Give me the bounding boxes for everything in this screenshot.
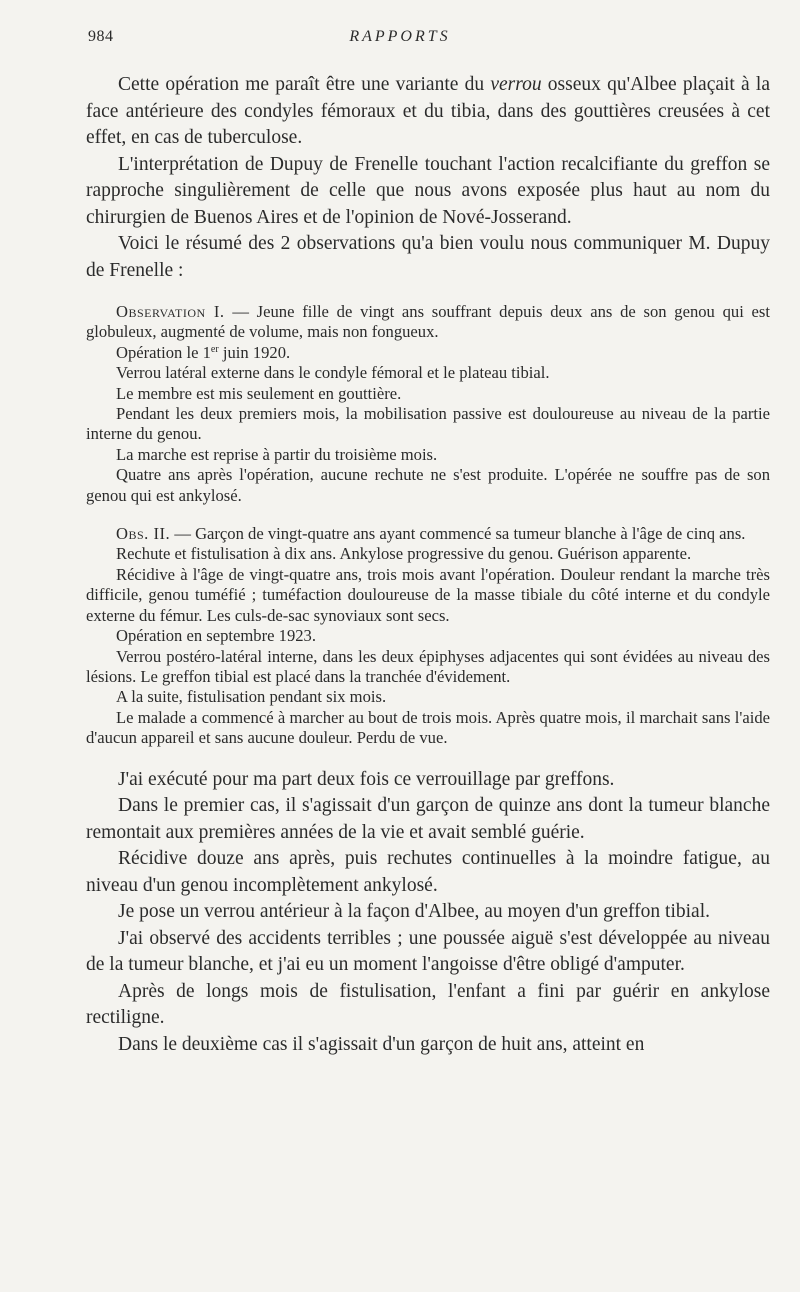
observation-2-line: Verrou postéro-latéral interne, dans les deux épiphyses adjacentes qui sont évidées au niveau des lésions. Le greffon tibial est placé dans la tranchée d'évidement.	[86, 646, 770, 686]
observation-2-label: Obs. II.	[116, 524, 171, 544]
observation-2-line: Récidive à l'âge de vingt-quatre ans, trois mois avant l'opération. Douleur rendant la marche très difficile, genou tuméfié ; tuméfaction douloureuse de la masse tibiale du côté interne et du condyle externe du fémur. Les culs-de-sac synoviaux sont secs.	[86, 564, 770, 625]
paragraph-closing: J'ai exécuté pour ma part deux fois ce verrouillage par greffons.	[118, 768, 615, 790]
running-head: RAPPORTS	[349, 28, 451, 45]
observation-1-lead: Observation I. — Jeune fille de vingt ans souffrant depuis deux ans de son genou qui est globuleux, augmenté de volume, mais non fongueux.	[86, 302, 770, 342]
page-body	[86, 72, 770, 1058]
page-header	[0, 28, 800, 52]
paragraph-intro-2: L'interprétation de Dupuy de Frenelle touchant l'action recalcifiante du greffon se rapproche singulièrement de celle que nous avons exposée plus haut au nom du chirurgien de Buenos Aires et de l'opinion de Nové-Josserand.	[86, 153, 770, 228]
emphasis-verrou: verrou	[490, 74, 542, 95]
paragraph-intro-3: Voici le résumé des 2 observations qu'a bien voulu nous communiquer M. Dupuy de Frenelle :	[86, 233, 770, 281]
observation-1	[86, 302, 770, 506]
paragraph-closing: Dans le premier cas, il s'agissait d'un garçon de quinze ans dont la tumeur blanche remontait aux premières années de la vie et avait semblé guérie.	[86, 795, 770, 843]
observation-1-line: Verrou latéral externe dans le condyle fémoral et le plateau tibial.	[116, 363, 550, 383]
observation-1-line: Le membre est mis seulement en gouttière.	[116, 383, 402, 403]
observation-1-line: Pendant les deux premiers mois, la mobilisation passive est douloureuse au niveau de la partie interne du genou.	[86, 404, 770, 444]
page-number: 984	[88, 28, 114, 45]
observation-2	[86, 524, 770, 748]
observation-1-date: Opération le 1er juin 1920.	[116, 342, 291, 362]
paragraph-closing: J'ai observé des accidents terribles ; une poussée aiguë s'est développée au niveau de la tumeur blanche, et j'ai eu un moment l'angoisse d'être obligé d'amputer.	[86, 927, 770, 976]
paragraph-closing: Je pose un verrou antérieur à la façon d'Albee, au moyen d'un greffon tibial.	[118, 901, 710, 923]
paragraph-closing: Dans le deuxième cas il s'agissait d'un garçon de huit ans, atteint en	[118, 1033, 645, 1055]
paragraph-closing: Après de longs mois de fistulisation, l'enfant a fini par guérir en ankylose rectiligne.	[86, 980, 770, 1029]
observation-2-line: Rechute et fistulisation à dix ans. Ankylose progressive du genou. Guérison apparente.	[116, 544, 692, 564]
paragraph-intro-1: Cette opération me paraît être une variante du verrou osseux qu'Albee plaçait à la face antérieure des condyles fémoraux et du tibia, dans des gouttières creusées à cet effet, en cas de tuberculose.	[86, 74, 770, 148]
observation-2-line: Le malade a commencé à marcher au bout de trois mois. Après quatre mois, il marchait sans l'aide d'aucun appareil et sans aucune douleur. Perdu de vue.	[86, 707, 770, 748]
observation-1-label: Observation I.	[116, 302, 225, 321]
paragraph-closing: Récidive douze ans après, puis rechutes continuelles à la moindre fatigue, au niveau d'un genou incomplètement ankylosé.	[86, 848, 770, 896]
observation-1-line: Quatre ans après l'opération, aucune rechute ne s'est produite. L'opérée ne souffre pas de son genou qui est ankylosé.	[86, 465, 770, 505]
observation-2-line: Opération en septembre 1923.	[116, 626, 316, 646]
observation-2-lead: Obs. II. — Garçon de vingt-quatre ans ayant commencé sa tumeur blanche à l'âge de cinq ans.	[116, 524, 746, 544]
observation-1-line: La marche est reprise à partir du troisième mois.	[116, 444, 438, 464]
observation-2-line: A la suite, fistulisation pendant six mois.	[116, 687, 387, 707]
